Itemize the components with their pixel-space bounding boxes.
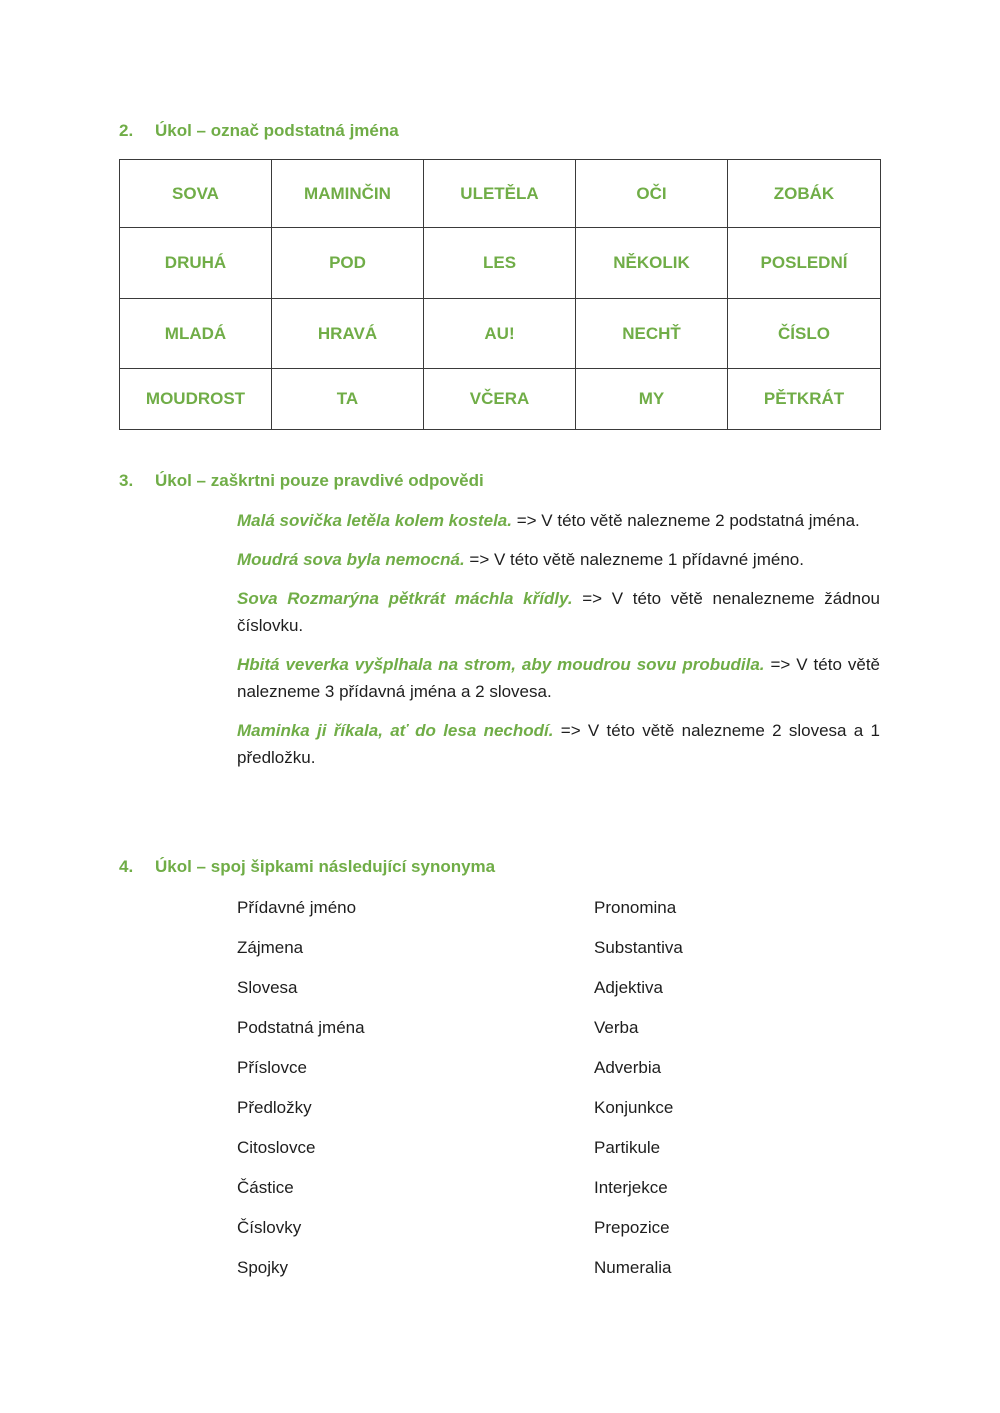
synonym-right-term[interactable]: Adverbia (594, 1058, 662, 1077)
word-cell[interactable]: NECHŤ (576, 299, 728, 369)
synonym-right-term[interactable]: Adjektiva (594, 978, 663, 997)
synonym-left-term[interactable]: Zájmena (237, 938, 304, 957)
word-cell[interactable]: POD (272, 228, 424, 299)
statement-sentence: Malá sovička letěla kolem kostela. (237, 511, 512, 530)
statement-list (237, 507, 880, 783)
synonym-row (237, 1054, 880, 1094)
task-3-heading (119, 471, 484, 491)
task-2-heading (119, 121, 399, 141)
word-cell[interactable]: PĚTKRÁT (728, 369, 881, 430)
task-3-number: 3. (119, 471, 134, 490)
statement-claim: => V této větě nalezneme 1 přídavné jméno. (464, 550, 804, 569)
synonym-row (237, 1174, 880, 1214)
synonym-row (237, 1134, 880, 1174)
statement-claim: => V této větě nenalezneme žádnou číslovku. (237, 589, 881, 635)
synonym-right-term[interactable]: Pronomina (594, 898, 677, 917)
synonym-row (237, 1254, 880, 1294)
word-cell[interactable]: ULETĚLA (424, 160, 576, 228)
synonym-right-term[interactable]: Verba (594, 1018, 639, 1037)
synonym-right-term[interactable]: Substantiva (594, 938, 683, 957)
word-cell[interactable]: VČERA (424, 369, 576, 430)
statement-item[interactable] (237, 717, 880, 771)
word-cell[interactable]: MY (576, 369, 728, 430)
synonym-left-term[interactable]: Podstatná jména (237, 1018, 365, 1037)
statement-sentence: Sova Rozmarýna pětkrát máchla křídly. (237, 589, 573, 608)
synonym-left-term[interactable]: Částice (237, 1178, 294, 1197)
synonym-right-term[interactable]: Partikule (594, 1138, 661, 1157)
task-4-title: Úkol – spoj šipkami následující synonyma (155, 857, 496, 876)
synonym-right-term[interactable]: Interjekce (594, 1178, 668, 1197)
word-cell[interactable]: POSLEDNÍ (728, 228, 881, 299)
word-cell[interactable]: AU! (424, 299, 576, 369)
statement-item[interactable] (237, 546, 880, 573)
task-4-number: 4. (119, 857, 134, 876)
word-cell[interactable]: ČÍSLO (728, 299, 881, 369)
synonym-left-term[interactable]: Spojky (237, 1258, 289, 1277)
statement-item[interactable] (237, 585, 880, 639)
word-cell[interactable]: SOVA (120, 160, 272, 228)
statement-claim: => V této větě nalezneme 3 přídavná jména a 2 slovesa. (237, 655, 880, 701)
synonym-row (237, 934, 880, 974)
statement-sentence: Hbitá veverka vyšplhala na strom, aby moudrou sovu probudila. (237, 655, 765, 674)
word-cell[interactable]: MAMINČIN (272, 160, 424, 228)
word-cell[interactable]: ZOBÁK (728, 160, 881, 228)
word-cell[interactable]: TA (272, 369, 424, 430)
synonym-right-term[interactable]: Konjunkce (594, 1098, 674, 1117)
word-cell[interactable]: OČI (576, 160, 728, 228)
task-2-title: Úkol – označ podstatná jména (155, 121, 399, 140)
synonym-left-term[interactable]: Citoslovce (237, 1138, 316, 1157)
statement-item[interactable] (237, 507, 880, 534)
word-cell[interactable]: NĚKOLIK (576, 228, 728, 299)
synonym-right-term[interactable]: Prepozice (594, 1218, 670, 1237)
task-2-number: 2. (119, 121, 134, 140)
synonym-left-term[interactable]: Příslovce (237, 1058, 307, 1077)
word-cell[interactable]: MLADÁ (120, 299, 272, 369)
statement-sentence: Maminka ji říkala, ať do lesa nechodí. (237, 721, 554, 740)
statement-sentence: Moudrá sova byla nemocná. (237, 550, 465, 569)
synonym-right-term[interactable]: Numeralia (594, 1258, 672, 1277)
noun-grid (119, 159, 881, 430)
task-4-heading (119, 857, 495, 877)
synonym-left-term[interactable]: Číslovky (237, 1218, 302, 1237)
word-cell[interactable]: LES (424, 228, 576, 299)
word-cell[interactable]: DRUHÁ (120, 228, 272, 299)
synonym-row (237, 974, 880, 1014)
statement-claim: => V této větě nalezneme 2 podstatná jména. (511, 511, 860, 530)
synonym-row (237, 1214, 880, 1254)
synonym-left-term[interactable]: Předložky (237, 1098, 312, 1117)
synonym-left-term[interactable]: Přídavné jméno (237, 898, 357, 917)
synonym-row (237, 1014, 880, 1054)
synonym-row (237, 894, 880, 934)
word-cell[interactable]: HRAVÁ (272, 299, 424, 369)
synonym-matching (237, 894, 880, 1294)
synonym-row (237, 1094, 880, 1134)
statement-item[interactable] (237, 651, 880, 705)
synonym-left-term[interactable]: Slovesa (237, 978, 298, 997)
word-cell[interactable]: MOUDROST (120, 369, 272, 430)
task-3-title: Úkol – zaškrtni pouze pravdivé odpovědi (155, 471, 484, 490)
statement-claim: => V této větě nalezneme 2 slovesa a 1 předložku. (237, 721, 880, 767)
